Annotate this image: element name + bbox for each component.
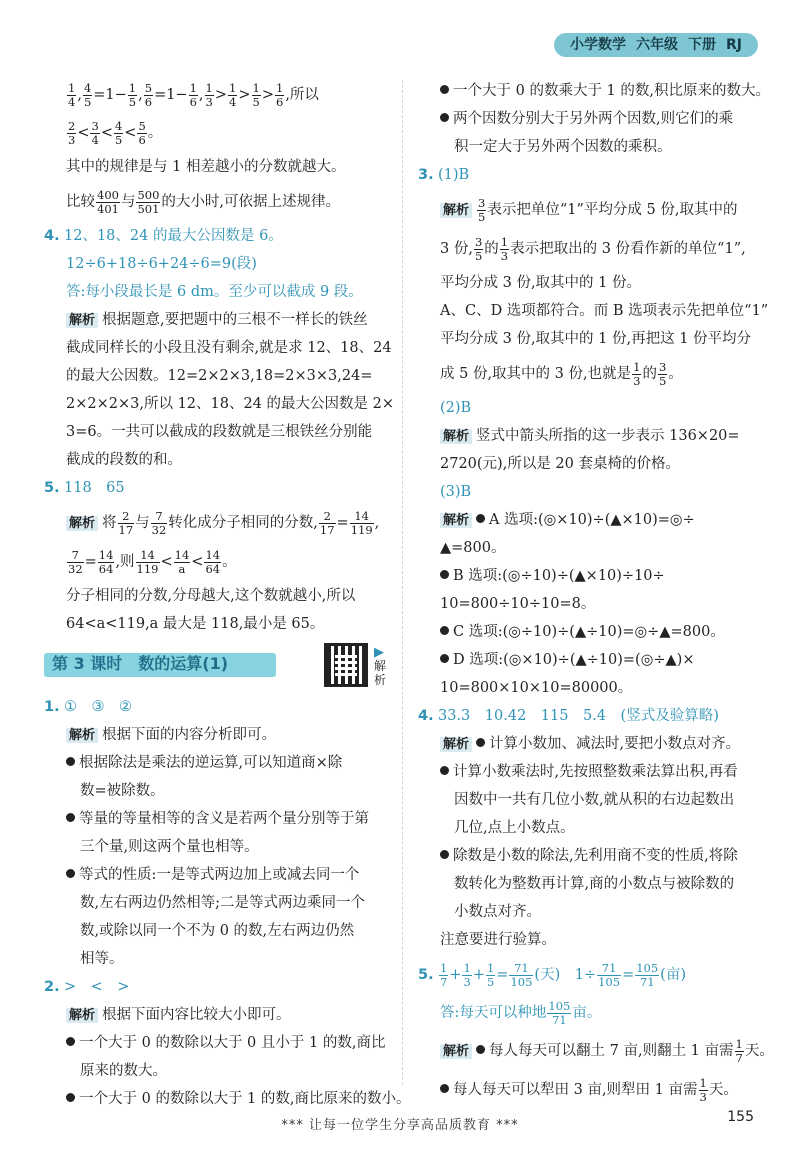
q3-explanation: A、C、D 选项都符合。而 B 选项表示先把单位“1” xyxy=(440,303,769,319)
fraction-compare-line-1: $\frac{1}{4}$ , $\frac{4}{5}$ =1− $\frac{1}{5}$ , $\frac{5}{6}$ =1− $\frac{1}{6}$ , $\frac{1}{3}$ > $\frac{1}{4}$ > $\frac{1}{5}$ > $\frac{1}{6}$ ,所以 xyxy=(68,80,319,109)
bullet-item: 原来的数大。 xyxy=(80,1063,167,1079)
q5-equation: 5. $\frac{1}{7}$ + $\frac{1}{3}$ + $\frac{1}{5}$ = $\frac{71}{105}$ (天) 1÷ $\frac{71}{105}$ = $\frac{105}{71}$ (亩) xyxy=(418,960,686,989)
bullet-item: 相等。 xyxy=(80,951,124,967)
bullet-item: 计算小数乘法时,先按照整数乘法算出积,再看 xyxy=(418,760,762,785)
fraction: $\frac{500}{501}$ xyxy=(137,187,160,216)
bulb-icon xyxy=(440,570,449,579)
fraction: $\frac{1}{4}$ xyxy=(229,80,237,109)
q4-answer: 4. 12、18、24 的最大公因数是 6。 xyxy=(44,228,283,244)
column-divider xyxy=(402,80,403,1085)
bullet-item: 两个因数分别大于另外两个因数,则它们的乘 xyxy=(418,107,762,132)
q4-final-answer: 答:每小段最长是 6 dm。至少可以截成 9 段。 xyxy=(66,284,363,300)
q2-explanation: 解析 根据下面内容比较大小即可。 xyxy=(44,1003,389,1028)
bullet-item: 10=800×10×10=80000。 xyxy=(440,680,633,696)
fraction: $\frac{3}{5}$ xyxy=(478,195,486,224)
bulb-icon xyxy=(476,738,485,747)
bulb-icon xyxy=(66,1037,75,1046)
fraction: $\frac{3}{4}$ xyxy=(91,118,99,147)
play-icon[interactable]: ▶ xyxy=(374,645,384,660)
lesson-banner xyxy=(44,645,389,689)
bullet-item: 三个量,则这两个量也相等。 xyxy=(80,839,259,855)
header-grade: 六年级 xyxy=(636,37,678,53)
fraction: $\frac{2}{17}$ xyxy=(118,508,134,537)
fraction: $\frac{5}{6}$ xyxy=(138,118,146,147)
q4-explanation: 解析 根据题意,要把题中的三根不一样长的铁丝 xyxy=(44,308,389,333)
fraction: $\frac{3}{5}$ xyxy=(474,234,483,263)
fraction: $\frac{1}{7}$ xyxy=(440,960,448,989)
bullet-item: 等式的性质:一是等式两边加上或减去同一个 xyxy=(44,863,389,888)
q4-explanation: 截成同样长的小段且没有剩余,就是求 12、18、24 xyxy=(66,340,392,356)
q3-explanation: 解析 $\frac{3}{5}$ 表示把单位“1”平均分成 5 份,取其中的 xyxy=(418,191,762,230)
fraction: $\frac{1}{3}$ xyxy=(633,359,641,388)
fraction: $\frac{1}{3}$ xyxy=(205,80,213,109)
bullet-item: 数=被除数。 xyxy=(80,783,165,799)
bullet-item: 等量的等量相等的含义是若两个量分别等于第 xyxy=(44,807,389,832)
fraction: $\frac{1}{6}$ xyxy=(275,80,284,109)
fraction: $\frac{14}{64}$ xyxy=(205,547,221,576)
q3-explanation: 解析 竖式中箭头所指的这一步表示 136×20= xyxy=(418,424,762,449)
fraction: $\frac{1}{4}$ xyxy=(68,80,76,109)
q4-equation: 12÷6+18÷6+24÷6=9(段) xyxy=(66,256,257,272)
fraction: $\frac{1}{3}$ xyxy=(463,960,471,989)
fraction: $\frac{1}{7}$ xyxy=(735,1036,743,1065)
bullet-item: 数,或除以同一个不为 0 的数,左右两边仍然 xyxy=(80,923,355,939)
left-column xyxy=(44,76,411,1115)
fraction: $\frac{71}{105}$ xyxy=(510,960,533,989)
q3-part3: (3)B xyxy=(440,484,472,500)
bullet-item: 数,左右两边仍然相等;二是等式两边乘同一个 xyxy=(80,895,365,911)
q3-explanation: 平均分成 3 份,取其中的 1 份,再把这 1 份平均分 xyxy=(440,331,752,347)
bulb-icon xyxy=(440,850,449,859)
bullet-item: 除数是小数的除法,先利用商不变的性质,将除 xyxy=(418,844,762,869)
fraction: $\frac{5}{6}$ xyxy=(144,80,153,109)
fraction: $\frac{105}{71}$ xyxy=(636,960,659,989)
header-edition: RJ xyxy=(726,37,742,53)
q3-explanation: 成 5 份,取其中的 3 份,也就是 $\frac{1}{3}$ 的 $\frac{3}{5}$ 。 xyxy=(440,359,683,388)
jiexi-tag: 解析 xyxy=(66,313,98,328)
bullet-item: 根据除法是乘法的逆运算,可以知道商×除 xyxy=(44,751,389,776)
page-header-badge xyxy=(554,33,758,57)
jiexi-tag: 解析 xyxy=(66,1008,98,1023)
bullet-item: 一个大于 0 的数除以大于 0 且小于 1 的数,商比 xyxy=(44,1031,389,1056)
q5-explanation: 解析 将 $\frac{2}{17}$ 与 $\frac{7}{32}$ 转化成分子相同的分数, $\frac{2}{17}$ = $\frac{14}{119}$ , xyxy=(44,504,389,543)
fraction: $\frac{400}{401}$ xyxy=(97,187,119,216)
bullet-item: 一个大于 0 的数乘大于 1 的数,积比原来的数大。 xyxy=(418,79,762,104)
fraction: $\frac{7}{32}$ xyxy=(151,508,167,537)
bullet-item: B 选项:(◎÷10)÷(▲×10)÷10÷ xyxy=(418,564,762,589)
lesson-title: 第 3 课时 数的运算(1) xyxy=(52,654,229,673)
q3-part1: 3. (1)B xyxy=(418,167,470,183)
bulb-icon xyxy=(440,1084,449,1093)
jiexi-tag: 解析 xyxy=(440,737,472,752)
q5-explanation: 64<a<119,a 最大是 118,最小是 65。 xyxy=(66,616,325,632)
q3-explanation: 3 份, $\frac{3}{5}$ 的 $\frac{1}{3}$ 表示把取出的 3 份看作新的单位“1”, xyxy=(440,234,746,263)
q5-explanation: $\frac{7}{32}$ = $\frac{14}{64}$ ,则 $\frac{14}{119}$ < $\frac{14}{a}$ < $\frac{14}{64}$ 。 xyxy=(68,547,237,576)
fraction-compare-line-2: $\frac{2}{3}$ < $\frac{3}{4}$ < $\frac{4}{5}$ < $\frac{5}{6}$ 。 xyxy=(68,118,163,147)
fraction: $\frac{1}{5}$ xyxy=(128,80,137,109)
q4-answer: 4. 33.3 10.42 115 5.4 (竖式及验算略) xyxy=(418,708,719,724)
fraction: $\frac{1}{3}$ xyxy=(500,234,509,263)
fraction: $\frac{71}{105}$ xyxy=(598,960,621,989)
fraction: $\frac{14}{64}$ xyxy=(98,547,114,576)
bullet-item: 每人每天可以犁田 3 亩,则犁田 1 亩需 $\frac{1}{3}$ 天。 xyxy=(418,1071,762,1109)
bullet-item: 解析 A 选项:(◎×10)÷(▲×10)=◎÷ xyxy=(418,508,762,533)
fraction: $\frac{4}{5}$ xyxy=(114,118,123,147)
bulb-icon xyxy=(66,1093,75,1102)
jiexi-tag: 解析 xyxy=(66,516,98,531)
q5-explanation: 分子相同的分数,分母越大,这个数就越小,所以 xyxy=(66,588,356,604)
q5-final-answer: 答:每天可以种地 $\frac{105}{71}$ 亩。 xyxy=(440,998,602,1027)
right-column xyxy=(418,76,774,1109)
q4-explanation: 3=6。一共可以截成的段数就是三根铁丝分别能 xyxy=(66,424,373,440)
jiexi-tag: 解析 xyxy=(440,429,472,444)
q4-explanation: 截成的段数的和。 xyxy=(66,452,182,468)
jiexi-tag: 解析 xyxy=(66,728,98,743)
bulb-icon xyxy=(440,85,449,94)
bulb-icon xyxy=(440,626,449,635)
bullet-item: 10=800÷10÷10=8。 xyxy=(440,596,596,612)
jiexi-tag: 解析 xyxy=(440,203,472,218)
bullet-item: 解析 每人每天可以翻土 7 亩,则翻土 1 亩需 $\frac{1}{7}$ 天。 xyxy=(418,1032,762,1071)
bulb-icon xyxy=(476,514,485,523)
fraction: $\frac{2}{3}$ xyxy=(68,118,76,147)
jiexi-tag: 解析 xyxy=(440,1044,472,1059)
bullet-item: D 选项:(◎×10)÷(▲÷10)=(◎÷▲)× xyxy=(418,648,762,673)
qr-code-icon[interactable] xyxy=(324,643,368,687)
fraction: $\frac{2}{17}$ xyxy=(319,508,335,537)
q1-explanation: 解析 根据下面的内容分析即可。 xyxy=(44,723,389,748)
bullet-item: 数转化为整数再计算,商的小数点与被除数的 xyxy=(454,876,735,892)
header-term: 下册 xyxy=(688,37,716,53)
fraction: $\frac{1}{5}$ xyxy=(486,960,495,989)
bullet-item: 因数中一共有几位小数,就从积的右边起数出 xyxy=(454,792,735,808)
bullet-item: 解析 计算小数加、减法时,要把小数点对齐。 xyxy=(418,732,762,757)
fraction: $\frac{14}{119}$ xyxy=(350,508,373,537)
bulb-icon xyxy=(66,869,75,878)
q4-explanation: 2×2×2×3,所以 12、18、24 的最大公因数是 2× xyxy=(66,396,395,412)
bulb-icon xyxy=(66,757,75,766)
bulb-icon xyxy=(440,654,449,663)
fraction: $\frac{1}{3}$ xyxy=(699,1075,707,1104)
q1-answer: 1. ① ③ ② xyxy=(44,699,132,715)
q2-answer: 2. > < > xyxy=(44,979,130,995)
bulb-icon xyxy=(440,113,449,122)
footer-slogan: *** 让每一位学生分享高品质教育 *** xyxy=(281,1118,519,1133)
compare-hint: 比较 $\frac{400}{401}$ 与 $\frac{500}{501}$ 的大小时,可依据上述规律。 xyxy=(66,187,341,216)
q3-part2: (2)B xyxy=(440,400,472,416)
q3-explanation: 2720(元),所以是 20 套桌椅的价格。 xyxy=(440,456,680,472)
bullet-item: C 选项:(◎÷10)÷(▲÷10)=◎÷▲=800。 xyxy=(418,620,762,645)
fraction: $\frac{4}{5}$ xyxy=(83,80,92,109)
fraction: $\frac{3}{5}$ xyxy=(658,359,667,388)
q4-note: 注意要进行验算。 xyxy=(440,932,556,948)
q4-explanation: 的最大公因数。12=2×2×3,18=2×3×3,24= xyxy=(66,368,373,384)
fraction: $\frac{1}{5}$ xyxy=(252,80,260,109)
fraction: $\frac{105}{71}$ xyxy=(548,998,571,1027)
bullet-item: ▲=800。 xyxy=(440,540,506,556)
bullet-item: 积一定大于另外两个因数的乘积。 xyxy=(454,139,672,155)
rule-text: 其中的规律是与 1 相差越小的分数就越大。 xyxy=(66,159,346,175)
fraction: $\frac{7}{32}$ xyxy=(68,547,83,576)
bulb-icon xyxy=(440,766,449,775)
bullet-item: 小数点对齐。 xyxy=(454,904,541,920)
bullet-item: 几位,点上小数点。 xyxy=(454,820,575,836)
jiexi-tag: 解析 xyxy=(440,513,472,528)
qr-label: 解析 xyxy=(374,659,387,687)
fraction: $\frac{14}{119}$ xyxy=(136,547,159,576)
header-subject: 小学数学 xyxy=(570,37,626,53)
q5-answer: 5. 118 65 xyxy=(44,480,125,496)
page-number: 155 xyxy=(727,1109,754,1125)
fraction: $\frac{14}{a}$ xyxy=(174,547,190,576)
q3-explanation: 平均分成 3 份,取其中的 1 份。 xyxy=(440,275,641,291)
bulb-icon xyxy=(66,813,75,822)
fraction: $\frac{1}{6}$ xyxy=(189,80,197,109)
bullet-item: 一个大于 0 的数除以大于 1 的数,商比原来的数小。 xyxy=(44,1087,389,1112)
bulb-icon xyxy=(476,1045,485,1054)
